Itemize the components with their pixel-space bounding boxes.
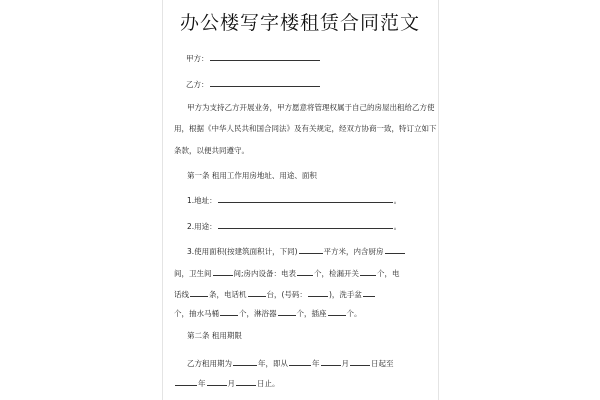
use-label: 2.用途： (187, 222, 217, 231)
article-2-heading: 第二条 租用期限 (187, 331, 242, 340)
address-line (187, 194, 401, 206)
area-blank-10 (220, 307, 238, 316)
term-blank-1 (233, 357, 257, 366)
area-text-13: 个，插座 (296, 309, 327, 318)
address-end-mark: 。 (393, 196, 402, 205)
area-text-5: 个，检漏开关 (314, 269, 360, 278)
term-line-2 (174, 377, 280, 389)
party-a-blank (210, 52, 320, 61)
party-b-blank (210, 78, 320, 87)
page-right-edge (438, 0, 439, 400)
intro-line-1: 甲方为支持乙方开展业务，甲方愿意将管理权属于自己的房屋出租给乙方使 (187, 103, 435, 112)
area-text-10: )，洗手盆 (328, 290, 362, 299)
term-text-6: 年 (198, 379, 206, 388)
area-line-4 (174, 307, 362, 319)
term-text-3: 年 (312, 359, 320, 368)
area-blank-4 (297, 267, 313, 276)
term-blank-2 (289, 357, 311, 366)
address-blank (218, 194, 393, 203)
term-text-5: 日起至 (371, 359, 394, 368)
term-blank-3 (321, 357, 341, 366)
area-line-2 (174, 267, 400, 279)
party-b-line (186, 78, 321, 90)
intro-line-3: 条款，以便共同遵守。 (174, 146, 249, 155)
area-line-3 (174, 288, 376, 300)
area-text-3: 间，卫生间 (174, 269, 212, 278)
document-title: 办公楼写字楼租赁合同范文 (179, 12, 420, 34)
term-text-8: 日止。 (257, 379, 280, 388)
area-blank-6 (190, 288, 208, 297)
area-text-4: 间;房内设备：电表 (233, 269, 297, 278)
use-blank (218, 220, 393, 229)
area-blank-7 (248, 288, 266, 297)
term-text-7: 月 (227, 379, 235, 388)
term-line-1 (187, 357, 394, 369)
party-a-label: 甲方： (186, 54, 209, 63)
term-blank-4 (350, 357, 370, 366)
area-blank-12 (328, 307, 346, 316)
intro-line-2: 用，根据《中华人民共和国合同法》及有关规定，经双方协商一致，特订立如下 (174, 124, 437, 133)
page-left-edge (162, 0, 163, 400)
area-text-7: 话线 (174, 290, 189, 299)
area-text-9: 台，(号码： (266, 290, 307, 299)
use-line (187, 220, 401, 232)
area-blank-8 (308, 288, 328, 297)
area-text-1: 3.使用面积(按建筑面积计，下同) (187, 247, 298, 256)
area-blank-9 (363, 288, 375, 297)
area-text-6: 个，电 (377, 269, 400, 278)
use-end-mark: 。 (393, 222, 402, 231)
area-text-11: 个，抽水马桶 (174, 309, 219, 318)
area-blank-5 (360, 267, 376, 276)
area-blank-2 (385, 245, 405, 254)
term-blank-6 (207, 377, 227, 386)
term-blank-5 (175, 377, 197, 386)
area-text-14: 个。 (346, 309, 362, 318)
term-text-4: 月 (341, 359, 349, 368)
area-text-2: 平方米，内含厨房 (323, 247, 384, 256)
area-text-12: 个，淋浴器 (239, 309, 277, 318)
area-blank-11 (278, 307, 296, 316)
article-1-heading: 第一条 租用工作用房地址、用途、面积 (187, 171, 317, 180)
address-label: 1.地址： (187, 196, 217, 205)
party-a-line (186, 52, 321, 64)
area-blank-1 (299, 245, 323, 254)
area-line-1 (187, 245, 406, 257)
party-b-label: 乙方： (186, 80, 209, 89)
term-text-2: 年，即从 (258, 359, 288, 368)
term-text-1: 乙方租用期为 (187, 359, 232, 368)
area-text-8: 条，电话机 (209, 290, 247, 299)
area-blank-3 (213, 267, 233, 276)
term-blank-7 (236, 377, 256, 386)
